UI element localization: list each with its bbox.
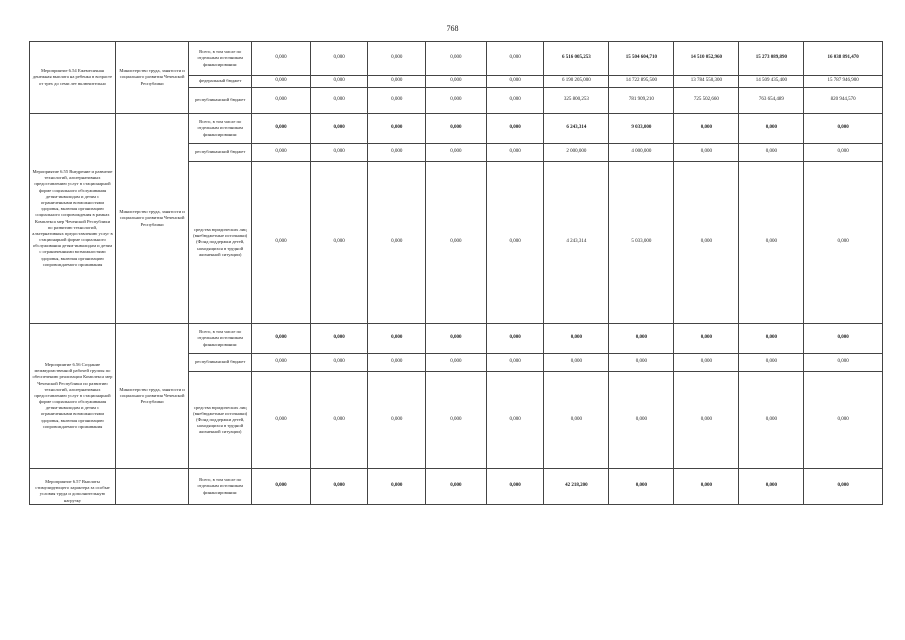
value-cell: 0,000	[426, 144, 487, 162]
budget-table	[29, 41, 883, 505]
value-cell: 0,000	[368, 114, 426, 144]
value-cell: 0,000	[486, 354, 544, 372]
value-cell: 0,000	[310, 42, 368, 76]
value-cell: 0,000	[674, 372, 739, 469]
responsible-executor: Министерство труда, занятости и социального развития Чеченской Республики	[115, 114, 188, 324]
table-row	[30, 42, 883, 76]
value-cell: 0,000	[252, 324, 311, 354]
value-cell: 0,000	[426, 469, 487, 505]
value-cell: 0,000	[544, 372, 609, 469]
value-cell: 14 722 895,500	[609, 76, 674, 88]
value-cell: 6 243,314	[544, 114, 609, 144]
value-cell: 6 516 005,253	[544, 42, 609, 76]
value-cell: 0,000	[426, 372, 487, 469]
value-cell: 13 784 550,300	[674, 76, 739, 88]
value-cell: 0,000	[486, 114, 544, 144]
value-cell: 6 190 205,000	[544, 76, 609, 88]
value-cell: 4 000,000	[609, 144, 674, 162]
value-cell: 0,000	[674, 144, 739, 162]
value-cell: 4 243,314	[544, 162, 609, 324]
value-cell: 0,000	[252, 162, 311, 324]
value-cell: 0,000	[804, 114, 883, 144]
value-cell: 0,000	[804, 324, 883, 354]
measure-title: Мероприятие 6.56 Создание межведомственной рабочей группы по обеспечению реализации Комплекса мер Чеченской Республики по развитию технологий, альтернативных предоставлению услуг в стационарной форме социального обслуживания детям-инвалидам и детям с ограниченными возможностями здоровья, включая организацию сопровождаемого проживания	[30, 324, 116, 469]
value-cell: 0,000	[486, 144, 544, 162]
value-cell: 0,000	[368, 324, 426, 354]
value-cell: 0,000	[368, 354, 426, 372]
value-cell: 0,000	[609, 469, 674, 505]
value-cell: 820 944,570	[804, 88, 883, 114]
value-cell: 0,000	[310, 114, 368, 144]
value-cell: 0,000	[252, 76, 311, 88]
value-cell: 781 909,210	[609, 88, 674, 114]
value-cell: 0,000	[310, 162, 368, 324]
value-cell: 14 510 052,960	[674, 42, 739, 76]
value-cell: 0,000	[486, 76, 544, 88]
value-cell: 9 033,000	[609, 114, 674, 144]
source-label: Всего, в том числе по отдельным источникам финансирования:	[189, 42, 252, 76]
value-cell: 0,000	[426, 76, 487, 88]
value-cell: 0,000	[674, 469, 739, 505]
value-cell: 0,000	[368, 469, 426, 505]
value-cell: 0,000	[426, 88, 487, 114]
value-cell: 0,000	[739, 354, 804, 372]
value-cell: 0,000	[486, 324, 544, 354]
value-cell: 0,000	[674, 162, 739, 324]
value-cell: 0,000	[368, 372, 426, 469]
table-row	[30, 469, 883, 505]
value-cell: 0,000	[804, 372, 883, 469]
value-cell: 0,000	[739, 324, 804, 354]
value-cell: 15 787 946,900	[804, 76, 883, 88]
value-cell: 0,000	[804, 144, 883, 162]
value-cell: 0,000	[310, 76, 368, 88]
value-cell: 0,000	[252, 42, 311, 76]
value-cell: 0,000	[252, 88, 311, 114]
value-cell: 0,000	[252, 354, 311, 372]
value-cell: 0,000	[310, 88, 368, 114]
value-cell: 0,000	[368, 42, 426, 76]
value-cell: 0,000	[252, 114, 311, 144]
value-cell: 0,000	[368, 162, 426, 324]
source-label: республиканский бюджет	[189, 144, 252, 162]
value-cell: 725 502,660	[674, 88, 739, 114]
value-cell: 0,000	[310, 469, 368, 505]
value-cell: 0,000	[486, 162, 544, 324]
page-number: 768	[446, 24, 459, 33]
source-label: республиканский бюджет	[189, 354, 252, 372]
value-cell: 0,000	[368, 144, 426, 162]
value-cell: 0,000	[804, 354, 883, 372]
value-cell: 0,000	[310, 144, 368, 162]
source-label: федеральный бюджет	[189, 76, 252, 88]
value-cell: 0,000	[739, 114, 804, 144]
table-row	[30, 324, 883, 354]
value-cell: 0,000	[486, 469, 544, 505]
value-cell: 0,000	[486, 42, 544, 76]
value-cell: 0,000	[544, 324, 609, 354]
value-cell: 0,000	[368, 76, 426, 88]
value-cell: 0,000	[426, 114, 487, 144]
value-cell: 0,000	[804, 162, 883, 324]
responsible-executor	[115, 469, 188, 505]
source-label: средства юридических лиц (внебюджетные источники) (Фонд поддержки детей, находящихся в трудной жизненной ситуации)	[189, 372, 252, 469]
value-cell: 0,000	[426, 42, 487, 76]
source-label: Всего, в том числе по отдельным источникам финансирования:	[189, 469, 252, 505]
value-cell: 0,000	[674, 354, 739, 372]
value-cell: 0,000	[486, 372, 544, 469]
value-cell: 0,000	[804, 469, 883, 505]
value-cell: 0,000	[609, 372, 674, 469]
table-row	[30, 114, 883, 144]
value-cell: 0,000	[310, 354, 368, 372]
value-cell: 0,000	[739, 372, 804, 469]
measure-title: Мероприятие 6.57 Выплаты стимулирующего характера за особые условия труда и дополнительную нагрузку	[30, 469, 116, 505]
source-label: Всего, в том числе по отдельным источникам финансирования:	[189, 114, 252, 144]
value-cell: 0,000	[609, 324, 674, 354]
value-cell: 0,000	[609, 354, 674, 372]
measure-title: Мероприятие 6.55 Внедрение и развитие технологий, альтернативных предоставлению услуг в стационарной форме социального обслуживания детям-инвалидам и детям с ограниченными возможностями здоровья, включая организацию социального сопровождения в рамках Комплекса мер Чеченской Республики по развитию технологий, альтернативных предоставлению услуг в стационарной форме социального обслуживания детям-инвалидам и детям с ограниченными возможностями здоровья, включая организацию сопровождаемого проживания	[30, 114, 116, 324]
value-cell: 0,000	[426, 162, 487, 324]
responsible-executor: Министерство труда, занятости и социального развития Чеченской Республики	[115, 324, 188, 469]
value-cell: 0,000	[739, 162, 804, 324]
value-cell: 0,000	[674, 114, 739, 144]
source-label: республиканский бюджет	[189, 88, 252, 114]
value-cell: 0,000	[310, 372, 368, 469]
value-cell: 0,000	[368, 88, 426, 114]
value-cell: 0,000	[252, 144, 311, 162]
value-cell: 763 654,489	[739, 88, 804, 114]
value-cell: 14 509 435,400	[739, 76, 804, 88]
responsible-executor: Министерство труда, занятости и социального развития Чеченской Республики	[115, 42, 188, 114]
value-cell: 2 000,000	[544, 144, 609, 162]
value-cell: 0,000	[252, 372, 311, 469]
value-cell: 16 038 891,470	[804, 42, 883, 76]
value-cell: 15 273 089,890	[739, 42, 804, 76]
value-cell: 0,000	[426, 354, 487, 372]
value-cell: 0,000	[252, 469, 311, 505]
value-cell: 0,000	[426, 324, 487, 354]
value-cell: 0,000	[739, 469, 804, 505]
value-cell: 325 800,253	[544, 88, 609, 114]
value-cell: 0,000	[544, 354, 609, 372]
source-label: средства юридических лиц (внебюджетные источники) (Фонд поддержки детей, находящихся в трудной жизненной ситуации)	[189, 162, 252, 324]
value-cell: 0,000	[674, 324, 739, 354]
value-cell: 0,000	[310, 324, 368, 354]
value-cell: 5 033,000	[609, 162, 674, 324]
value-cell: 0,000	[486, 88, 544, 114]
source-label: Всего, в том числе по отдельным источникам финансирования:	[189, 324, 252, 354]
value-cell: 15 504 604,710	[609, 42, 674, 76]
measure-title: Мероприятие 6.54 Ежемесячная денежная выплата на ребенка в возрасте от трех до семи лет включительно	[30, 42, 116, 114]
value-cell: 0,000	[739, 144, 804, 162]
value-cell: 42 218,200	[544, 469, 609, 505]
